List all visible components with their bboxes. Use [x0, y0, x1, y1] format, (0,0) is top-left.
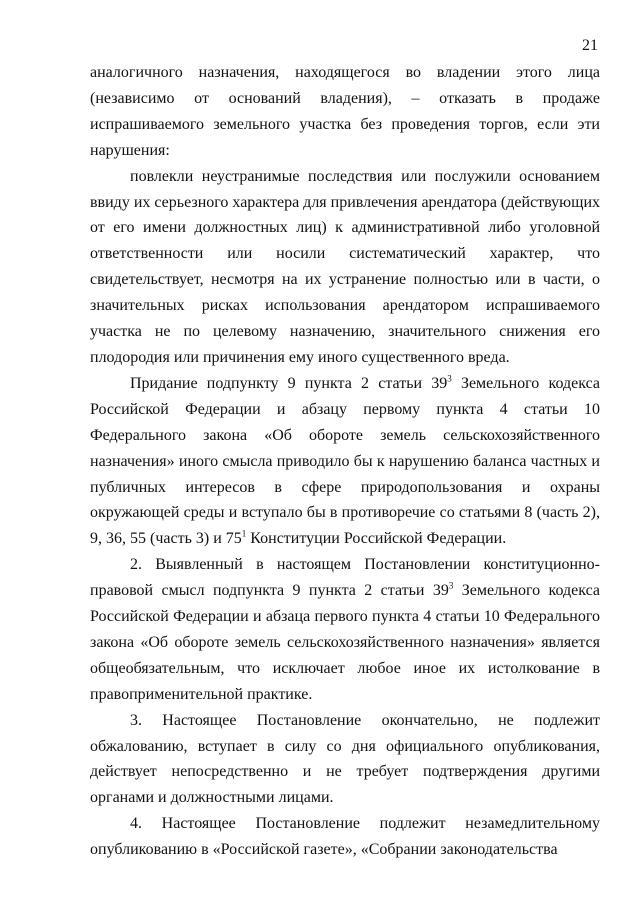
paragraph-consequences: повлекли неустранимые последствия или послужили основанием ввиду их серьезного характера для привлечения арендатора (действующих от его имени должностных лиц) к административной либо уголовной ответственности или носили систематический характер, что свидетельствует, несмотря на их устранение полностью или в части, о значительных рисках использования арендатором испрашиваемого участка не по целевому назначению, значительного снижения его плодородия или причинения ему иного существенного вреда.: [90, 167, 600, 366]
paragraph-interpretation-balance: [90, 371, 600, 552]
page-number: 21: [582, 37, 598, 54]
paragraph-continuation: аналогичного назначения, находящегося во владении этого лица (независимо от оснований владения), – отказать в продаже испрашиваемого земельного участка без проведения торгов, если эти нарушения:: [90, 64, 600, 159]
text-fragment: Земельного кодекса Российской Федерации и абзацу первому пункта 4 статьи 10 Федерального закона «Об обороте земель сельскохозяйственного назначения» иного смысла приводило бы к нарушению баланса частных и публичных интересов в сфере природопользования и охраны окружающей среды и вступало бы в противоречие со статьями 8 (часть 2), 9, 36, 55 (часть 3) и 75: [90, 374, 600, 548]
superscript: 3: [447, 373, 452, 384]
text-fragment: Земельного кодекса Российской Федерации и абзаца первого пункта 4 статьи 10 Федерального закона «Об обороте земель сельскохозяйственного назначения» является общеобязательным, что исключает любое иное их истолкование в правоприменительной практике.: [90, 582, 601, 703]
text-fragment: Конституции Российской Федерации.: [246, 530, 507, 548]
paragraph-point-2: [90, 552, 600, 707]
text-fragment: 2. Выявленный в настоящем Постановлении конституционно-правовой смысл подпункта 9 пункта 2 статьи 39: [90, 556, 600, 600]
text-fragment: Придание подпункту 9 пункта 2 статьи 39: [130, 374, 448, 392]
document-body: [90, 60, 600, 863]
superscript: 1: [241, 528, 247, 539]
superscript: 3: [448, 580, 454, 591]
paragraph-point-4: 4. Настоящее Постановление подлежит незамедлительному опубликованию в «Российской газете», «Собрании законодательства: [90, 815, 600, 859]
paragraph-point-3: 3. Настоящее Постановление окончательно, не подлежит обжалованию, вступает в силу со дня официального опубликования, действует непосредственно и не требует подтверждения другими органами и должностными лицами.: [90, 711, 600, 807]
